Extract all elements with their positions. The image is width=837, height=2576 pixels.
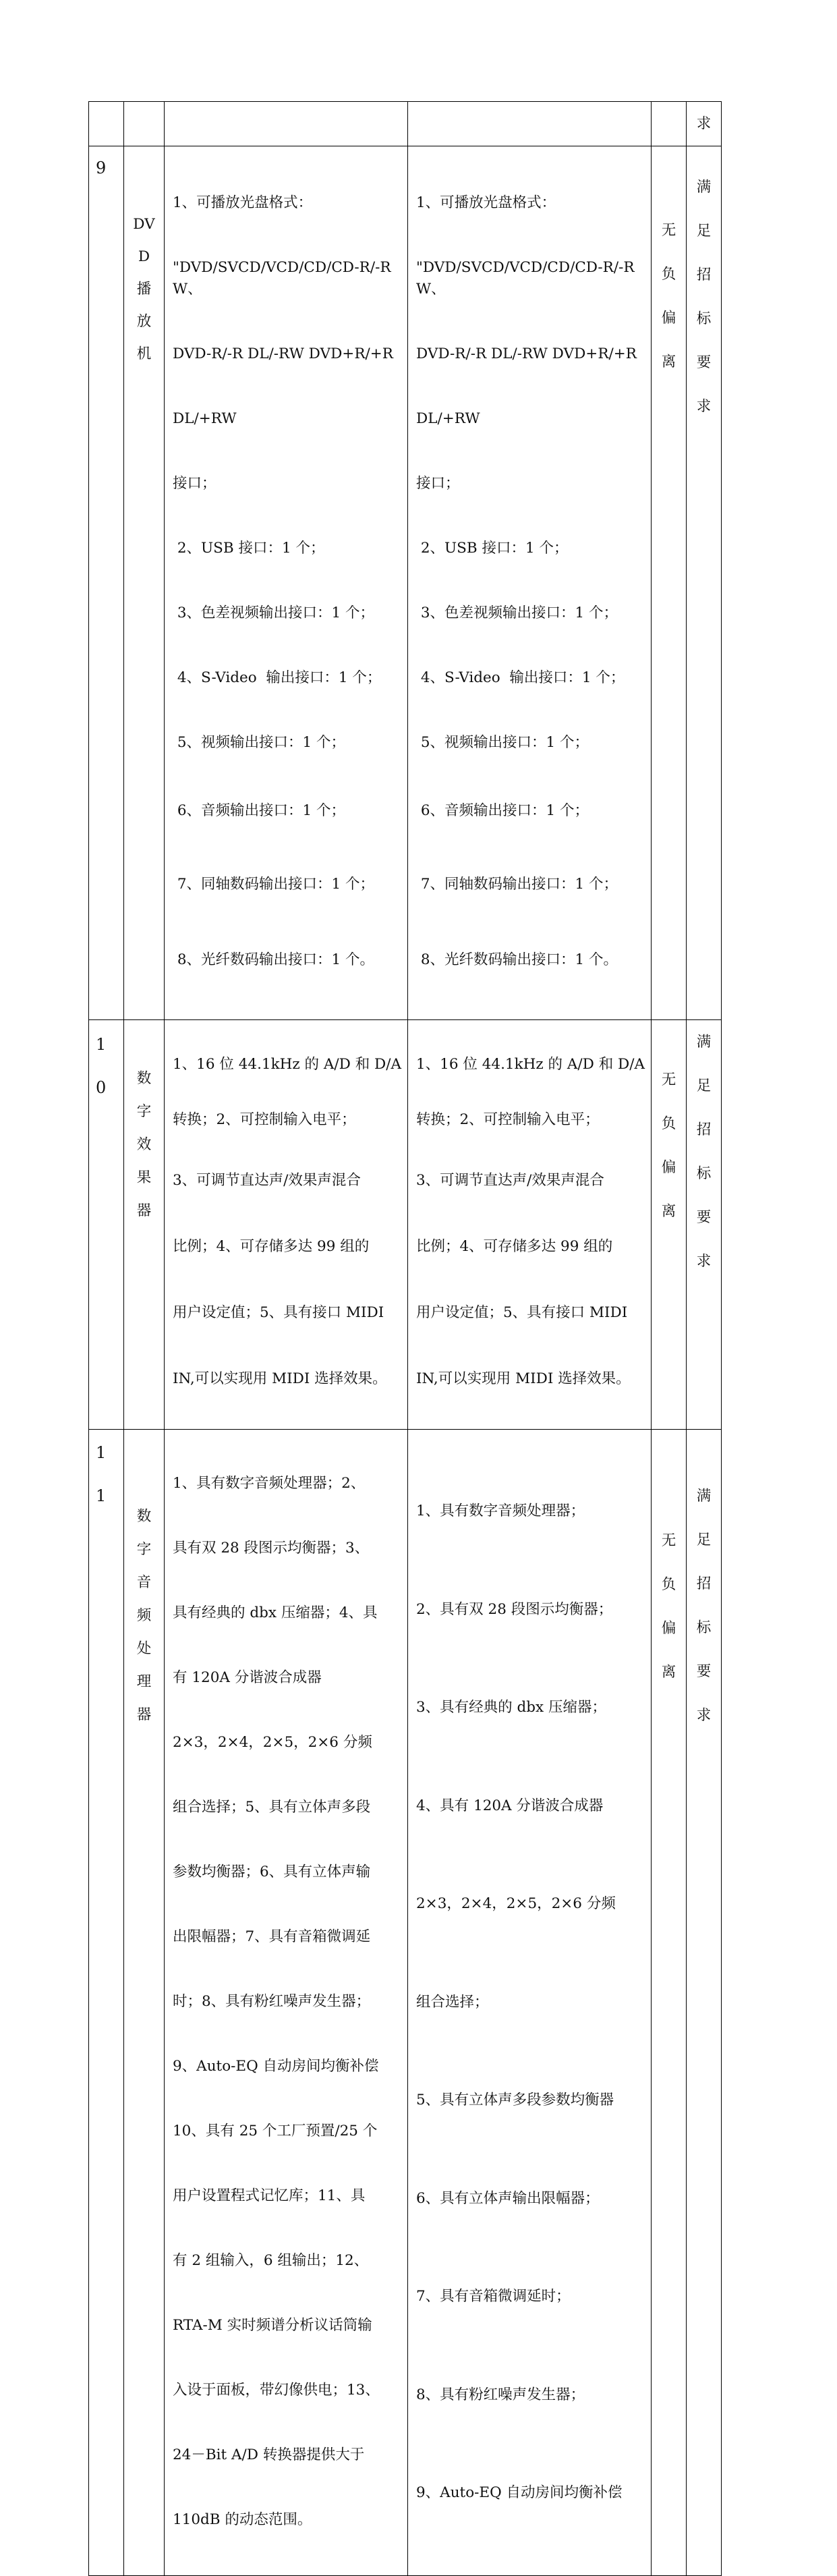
req-line: 具有双 28 段图示均衡器；3、 <box>173 1540 370 1557</box>
resp-line: 组合选择； <box>416 1993 489 2011</box>
name-char: 放 <box>136 313 152 330</box>
no-cell <box>89 1430 124 2576</box>
req-line: DVD-R/-R DL/-RW DVD+R/+R <box>173 345 393 362</box>
name-cell <box>124 102 165 146</box>
response-cell <box>408 1020 652 1430</box>
req-line: 1、16 位 44.1kHz 的 A/D 和 D/A <box>173 1056 402 1073</box>
result-char: 足 <box>696 223 712 240</box>
resp-line: 9、Auto-EQ 自动房间均衡补偿 <box>416 2484 623 2501</box>
name-char: 器 <box>136 1706 152 1723</box>
req-line: 10、具有 25 个工厂预置/25 个 <box>173 2123 378 2139</box>
resp-line: 2、具有双 28 段图示均衡器； <box>416 1600 613 1618</box>
name-char: 字 <box>136 1103 152 1120</box>
resp-line: 2、USB 接口：1 个； <box>416 540 569 557</box>
item-number: 0 <box>96 1078 107 1097</box>
resp-line: 3、可调节直达声/效果声混合 <box>416 1172 604 1189</box>
deviation-cell <box>652 102 687 146</box>
req-line: 转换；2、可控制输入电平； <box>173 1111 356 1128</box>
resp-line: IN,可以实现用 MIDI 选择效果。 <box>416 1370 631 1387</box>
req-line: 有 120A 分谐波合成器 <box>173 1669 322 1686</box>
req-line: 3、色差视频输出接口：1 个； <box>173 605 375 621</box>
resp-line: 接口； <box>416 475 460 492</box>
req-line: 5、视频输出接口：1 个； <box>173 734 346 751</box>
req-line: 比例；4、可存储多达 99 组的 <box>173 1238 370 1255</box>
resp-line: 4、具有 120A 分谐波合成器 <box>416 1797 604 1814</box>
req-line: 2×3，2×4，2×5，2×6 分频 <box>173 1734 372 1751</box>
result-char: 标 <box>696 310 712 327</box>
result-char: 满 <box>696 179 712 196</box>
req-line: 入设于面板，带幻像供电；13、 <box>173 2382 380 2399</box>
req-line: 有 2 组输入，6 组输出；12、 <box>173 2252 369 2269</box>
name-char: 数 <box>136 1070 152 1087</box>
result-char: 要 <box>696 354 712 371</box>
result-char: 招 <box>696 267 712 283</box>
deviation-char: 无 <box>661 1071 676 1088</box>
name-cell <box>124 1020 165 1430</box>
resp-line: 8、具有粉红噪声发生器； <box>416 2386 585 2403</box>
resp-line: 6、音频输出接口：1 个； <box>416 802 589 819</box>
deviation-char: 偏 <box>661 1620 676 1637</box>
deviation-char: 负 <box>661 1576 676 1593</box>
req-line: 110dB 的动态范围。 <box>173 2511 312 2528</box>
req-line: 9、Auto-EQ 自动房间均衡补偿 <box>173 2058 379 2075</box>
req-line: IN,可以实现用 MIDI 选择效果。 <box>173 1370 387 1387</box>
result-char: 标 <box>696 1619 712 1636</box>
resp-line: 1、可播放光盘格式： <box>416 194 556 211</box>
name-char: D <box>138 248 150 265</box>
req-line: 出限幅器；7、具有音箱微调延 <box>173 1928 371 1945</box>
spec-table <box>88 101 722 2576</box>
name-char: 机 <box>136 345 152 362</box>
deviation-cell <box>652 1430 687 2576</box>
name-char: 音 <box>136 1574 152 1591</box>
deviation-char: 离 <box>661 354 676 370</box>
resp-line: 比例；4、可存储多达 99 组的 <box>416 1238 613 1255</box>
table-row <box>89 1020 722 1430</box>
req-line: 8、光纤数码输出接口：1 个。 <box>173 951 375 968</box>
req-line: 7、同轴数码输出接口：1 个； <box>173 876 375 893</box>
resp-line: DVD-R/-R DL/-RW DVD+R/+R <box>416 345 637 362</box>
result-char: 求 <box>696 1707 712 1724</box>
req-line: 24－Bit A/D 转换器提供大于 <box>173 2446 365 2463</box>
req-line: 1、具有数字音频处理器；2、 <box>173 1475 366 1492</box>
req-line: DL/+RW <box>173 410 237 427</box>
resp-line: 5、视频输出接口：1 个； <box>416 734 589 751</box>
result-char: 求 <box>696 1253 712 1270</box>
req-line: "DVD/SVCD/VCD/CD/CD-R/-RW、 <box>173 259 391 298</box>
resp-line: 1、16 位 44.1kHz 的 A/D 和 D/A <box>416 1056 645 1073</box>
name-char: 理 <box>136 1673 152 1690</box>
table-row <box>89 1430 722 2576</box>
req-line: 4、S-Video 输出接口：1 个； <box>173 669 382 686</box>
result-cell <box>687 1430 722 2576</box>
name-char: 果 <box>136 1169 152 1186</box>
resp-line: 3、色差视频输出接口：1 个； <box>416 605 618 621</box>
result-char: 求 <box>696 115 712 132</box>
deviation-cell <box>652 146 687 1020</box>
resp-line: "DVD/SVCD/VCD/CD/CD-R/-RW、 <box>416 259 635 298</box>
result-cell <box>687 1020 722 1430</box>
resp-line: 转换；2、可控制输入电平； <box>416 1111 600 1128</box>
req-line: 用户设定值；5、具有接口 MIDI <box>173 1304 384 1321</box>
name-char: 处 <box>136 1640 152 1657</box>
name-char: 频 <box>136 1607 152 1624</box>
item-number: 1 <box>96 1486 107 1505</box>
req-line: 参数均衡器；6、具有立体声输 <box>173 1864 371 1880</box>
result-char: 满 <box>696 1034 712 1051</box>
response-cell <box>408 102 652 146</box>
deviation-char: 负 <box>661 1115 676 1132</box>
requirement-cell <box>165 1430 408 2576</box>
result-char: 要 <box>696 1663 712 1680</box>
result-char: 足 <box>696 1532 712 1548</box>
resp-line: 7、同轴数码输出接口：1 个； <box>416 876 618 893</box>
result-char: 满 <box>696 1488 712 1505</box>
result-char: 要 <box>696 1209 712 1226</box>
resp-line: 5、具有立体声多段参数均衡器 <box>416 2092 614 2108</box>
no-cell <box>89 146 124 1020</box>
req-line: 用户设置程式记忆库；11、具 <box>173 2187 366 2204</box>
req-line: 时；8、具有粉红噪声发生器； <box>173 1993 371 2010</box>
deviation-char: 离 <box>661 1203 676 1220</box>
resp-line: 1、具有数字音频处理器； <box>416 1503 585 1519</box>
resp-line: 7、具有音箱微调延时； <box>416 2288 571 2305</box>
req-line: 3、可调节直达声/效果声混合 <box>173 1172 361 1189</box>
name-char: 器 <box>136 1202 152 1219</box>
result-char: 求 <box>696 398 712 415</box>
deviation-char: 无 <box>661 222 676 239</box>
deviation-char: 离 <box>661 1664 676 1681</box>
result-char: 招 <box>696 1121 712 1138</box>
table-row <box>89 102 722 146</box>
response-cell <box>408 146 652 1020</box>
result-char: 标 <box>696 1165 712 1182</box>
resp-line: 3、具有经典的 dbx 压缩器； <box>416 1699 606 1716</box>
result-char: 足 <box>696 1077 712 1094</box>
item-number: 9 <box>96 159 107 177</box>
result-cell <box>687 146 722 1020</box>
item-number: 1 <box>96 1443 107 1462</box>
no-cell <box>89 1020 124 1430</box>
resp-line: 4、S-Video 输出接口：1 个； <box>416 669 625 686</box>
deviation-cell <box>652 1020 687 1430</box>
req-line: 接口； <box>173 475 217 492</box>
name-char: 播 <box>136 281 152 298</box>
table-row <box>89 146 722 1020</box>
resp-line: 6、具有立体声输出限幅器； <box>416 2189 600 2207</box>
requirement-cell <box>165 146 408 1020</box>
resp-line: 2×3，2×4，2×5，2×6 分频 <box>416 1895 616 1912</box>
deviation-char: 无 <box>661 1532 676 1549</box>
req-line: 1、可播放光盘格式： <box>173 194 313 211</box>
name-char: 字 <box>136 1541 152 1558</box>
name-char: 数 <box>136 1508 152 1525</box>
name-cell <box>124 146 165 1020</box>
result-char: 招 <box>696 1575 712 1592</box>
deviation-char: 偏 <box>661 1159 676 1176</box>
deviation-char: 偏 <box>661 310 676 327</box>
name-cell <box>124 1430 165 2576</box>
resp-line: 用户设定值；5、具有接口 MIDI <box>416 1304 628 1321</box>
result-cell <box>687 102 722 146</box>
item-number: 1 <box>96 1035 107 1054</box>
requirement-cell <box>165 102 408 146</box>
requirement-cell <box>165 1020 408 1430</box>
response-cell <box>408 1430 652 2576</box>
req-line: 6、音频输出接口：1 个； <box>173 802 346 819</box>
resp-line: 8、光纤数码输出接口：1 个。 <box>416 951 618 968</box>
resp-line: DL/+RW <box>416 410 480 427</box>
name-char: 效 <box>136 1136 152 1153</box>
name-char: DV <box>133 216 155 233</box>
req-line: 具有经典的 dbx 压缩器；4、具 <box>173 1604 378 1621</box>
req-line: RTA-M 实时频谱分析议话筒输 <box>173 2317 372 2334</box>
deviation-char: 负 <box>661 266 676 283</box>
req-line: 组合选择；5、具有立体声多段 <box>173 1799 371 1816</box>
no-cell <box>89 102 124 146</box>
req-line: 2、USB 接口：1 个； <box>173 540 325 557</box>
